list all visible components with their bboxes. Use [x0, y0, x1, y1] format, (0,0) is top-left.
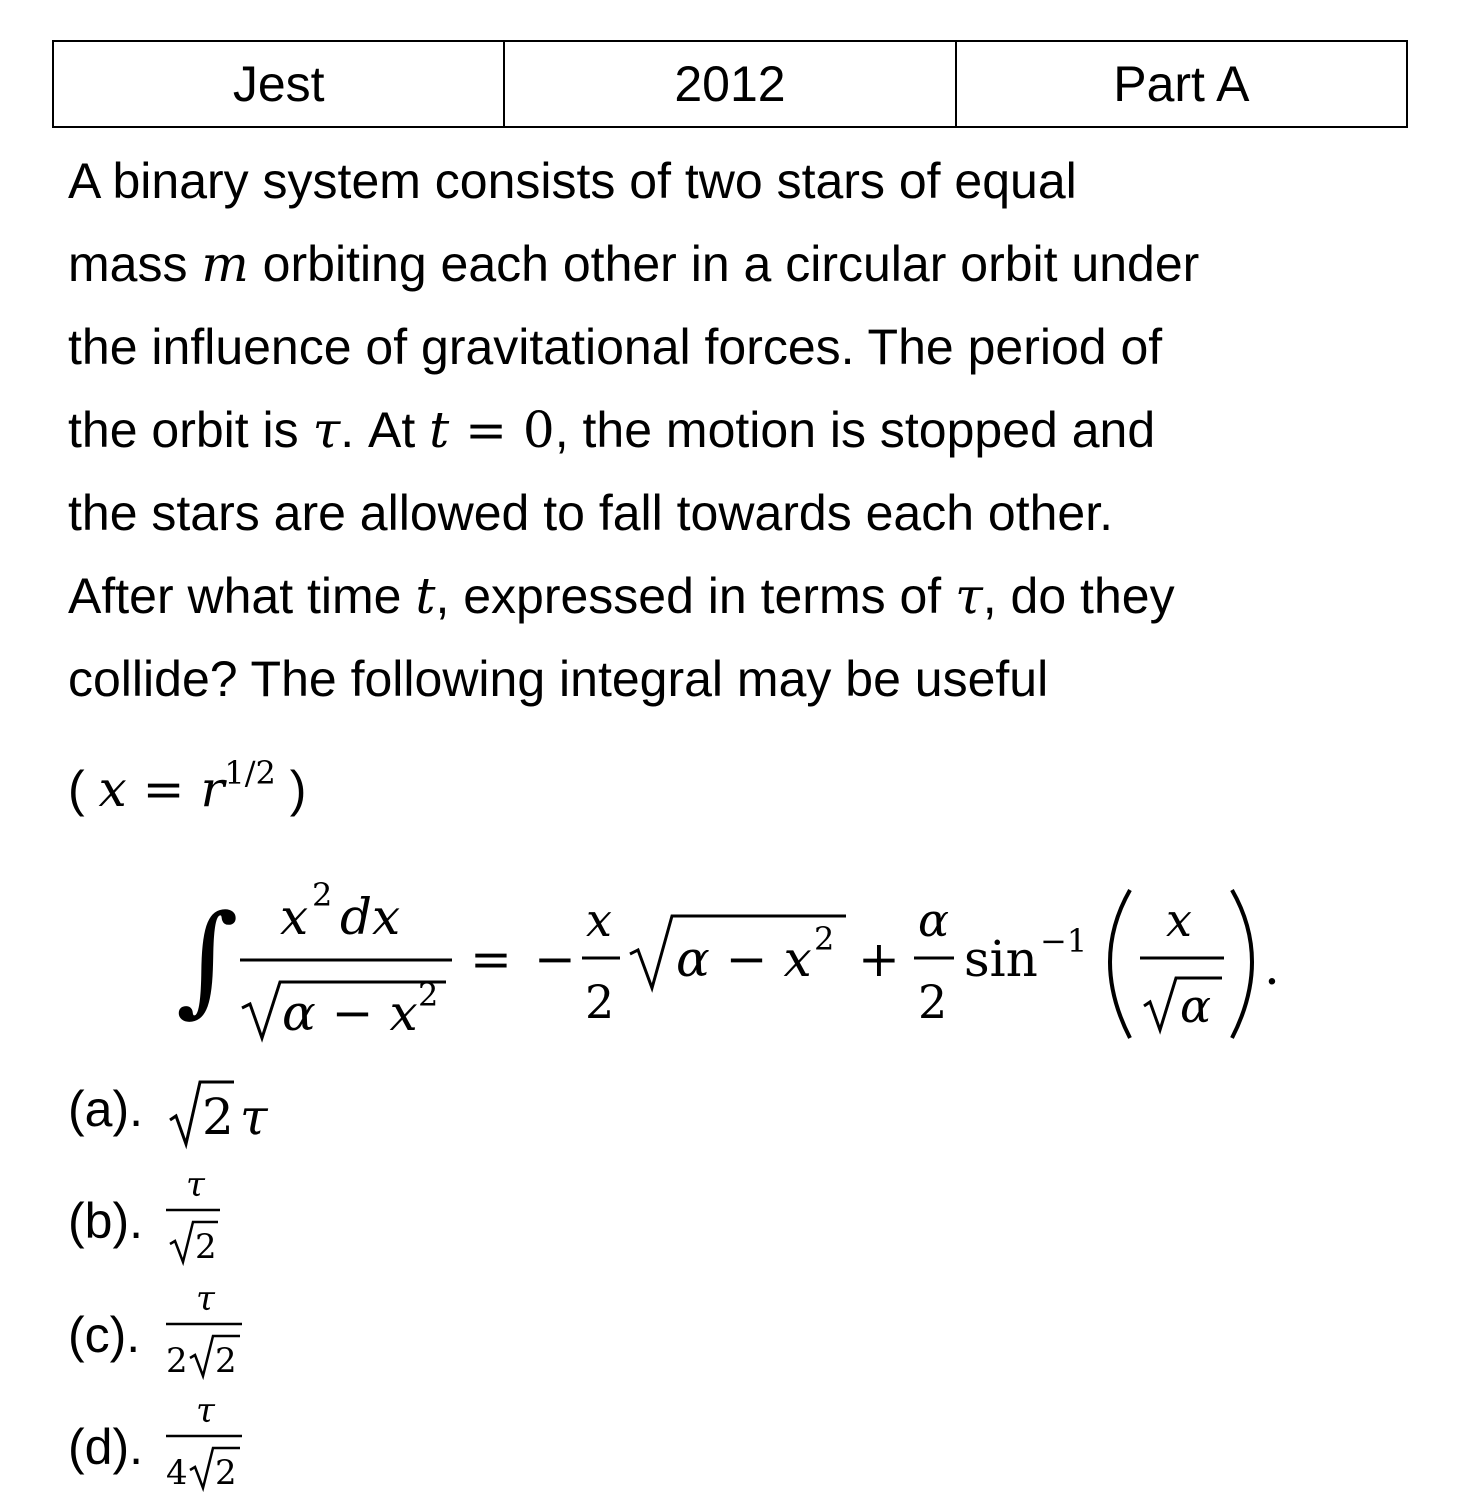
header-table — [52, 40, 1408, 128]
frac2-numerator: α — [918, 893, 950, 947]
option-c-label: (c). — [68, 1307, 141, 1363]
r-symbol: r — [200, 760, 225, 818]
inner-denominator: α — [1180, 979, 1212, 1033]
integral-sign: ∫ — [176, 890, 239, 1029]
exponent: 1/2 — [224, 754, 276, 792]
minus-sign: − — [534, 930, 576, 988]
tau-symbol: τ — [955, 567, 983, 625]
option-d-coefficient: 4 — [166, 1453, 188, 1493]
integral-formula — [0, 860, 1460, 1060]
header-cell-exam: Jest — [53, 41, 504, 127]
t-symbol: t — [415, 567, 436, 625]
option-c-numerator: τ — [196, 1284, 215, 1319]
open-paren: ( — [68, 761, 99, 817]
question-text — [68, 140, 1428, 721]
left-paren — [1110, 890, 1130, 1038]
option-b[interactable] — [68, 1170, 368, 1270]
question-line-1: A binary system consists of two stars of equal — [68, 153, 1077, 209]
option-c-denominator: 2 — [215, 1341, 237, 1381]
close-paren: ) — [275, 761, 307, 817]
option-d-math — [164, 1396, 254, 1496]
text-fragment: . At — [340, 402, 430, 458]
tau-symbol: τ — [312, 401, 341, 459]
integrand-x: x — [280, 888, 309, 946]
denominator-exponent: 2 — [418, 976, 439, 1014]
option-b-label: (b). — [68, 1193, 143, 1249]
option-d-label: (d). — [68, 1419, 143, 1475]
question-line-6 — [68, 568, 1175, 624]
option-a[interactable] — [68, 1072, 368, 1152]
arcsin-function: sin — [964, 930, 1038, 988]
option-a-label: (a). — [68, 1081, 143, 1137]
text-fragment: the orbit is — [68, 402, 313, 458]
option-b-denominator: 2 — [195, 1227, 217, 1267]
option-c-math — [164, 1284, 254, 1384]
option-d-denominator: 2 — [215, 1453, 237, 1493]
option-d-numerator: τ — [196, 1396, 215, 1431]
integrand-exponent: 2 — [312, 876, 333, 914]
text-fragment: , the motion is stopped and — [554, 402, 1156, 458]
option-d[interactable] — [68, 1396, 368, 1496]
right-paren — [1232, 890, 1252, 1038]
substitution-hint — [68, 748, 306, 831]
t-symbol: t — [429, 401, 450, 459]
integrand-dx: dx — [340, 888, 401, 946]
frac1-numerator: x — [586, 893, 612, 947]
sqrt-argument: α − x — [676, 930, 812, 988]
option-b-numerator: τ — [186, 1170, 205, 1205]
sqrt-exponent: 2 — [814, 920, 835, 958]
question-line-4 — [68, 402, 1155, 458]
option-a-value: 2 τ — [202, 1088, 268, 1146]
text-fragment: mass — [68, 236, 202, 292]
plus-sign: + — [858, 930, 900, 988]
x-symbol: x — [98, 760, 127, 818]
formula-period: . — [1264, 938, 1280, 996]
inner-numerator: x — [1166, 893, 1192, 947]
option-a-math — [166, 1072, 346, 1152]
equals-zero: = 0 — [449, 401, 555, 459]
header-cell-year: 2012 — [504, 41, 955, 127]
frac1-denominator: 2 — [585, 975, 615, 1029]
text-fragment: orbiting each other in a circular orbit under — [248, 236, 1200, 292]
mass-symbol: m — [201, 235, 249, 293]
arcsin-exponent: −1 — [1040, 922, 1088, 960]
header-cell-part: Part A — [956, 41, 1407, 127]
equals-sign: = — [470, 930, 512, 988]
equals-sign: = — [126, 760, 201, 818]
option-c[interactable] — [68, 1284, 368, 1384]
text-fragment: , expressed in terms of — [435, 568, 956, 624]
option-c-coefficient: 2 — [166, 1341, 188, 1381]
question-line-2 — [68, 236, 1199, 292]
question-line-5: the stars are allowed to fall towards each other. — [68, 485, 1114, 541]
frac2-denominator: 2 — [918, 975, 948, 1029]
text-fragment: After what time — [68, 568, 416, 624]
question-line-7: collide? The following integral may be useful — [68, 651, 1049, 707]
option-b-math — [164, 1170, 244, 1270]
denominator-expression: α − x — [282, 984, 418, 1042]
text-fragment: , do they — [982, 568, 1175, 624]
question-line-3: the influence of gravitational forces. The period of — [68, 319, 1163, 375]
